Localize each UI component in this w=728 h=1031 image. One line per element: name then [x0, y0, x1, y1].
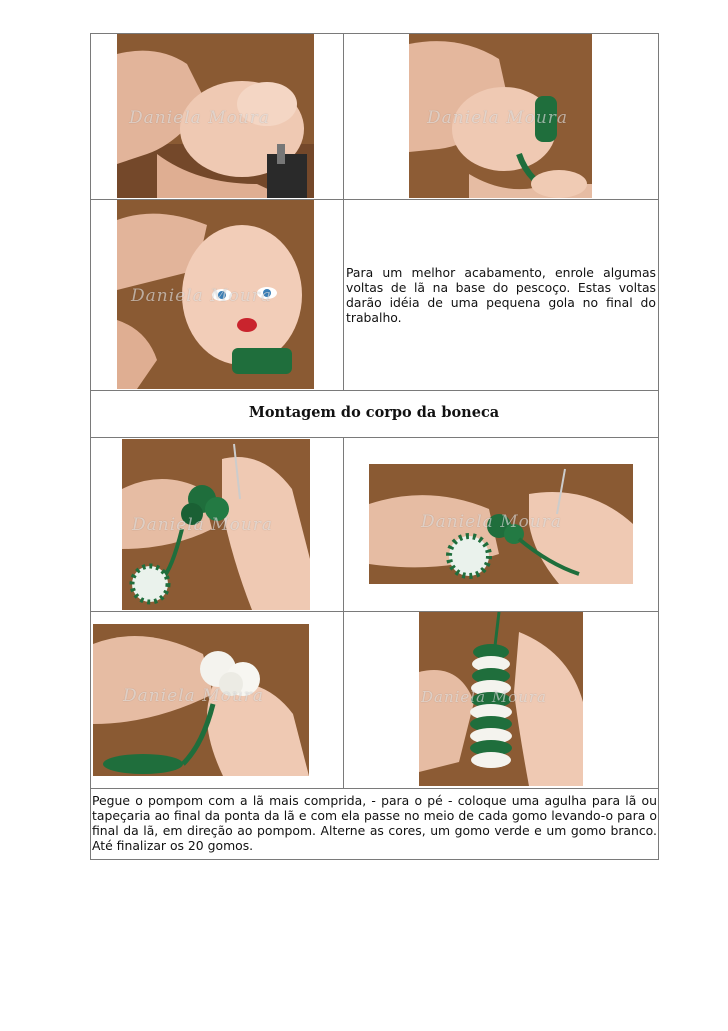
watermark-5: Daniela Moura: [421, 512, 563, 532]
watermark-7: Daniela Moura: [421, 688, 547, 706]
photo-striped-body: [419, 612, 583, 786]
photo-doll-face-collar: [117, 200, 314, 389]
watermark-3: Daniela Moura: [131, 286, 273, 306]
watermark-2: Daniela Moura: [427, 108, 569, 128]
neck-finish-instruction: Para um melhor acabamento, enrole algumas voltas de lã na base do pescoço. Estas voltas darão idéia de uma pequena gola no final do trabalho.: [346, 265, 656, 325]
watermark-6: Daniela Moura: [123, 686, 265, 706]
photo-threading-needle: [369, 464, 633, 584]
gomo-threading-instruction: Pegue o pompom com a lã mais comprida, - para o pé - coloque uma agulha para lã ou tapeçaria ao final da ponta da lã e com ela passe no meio de cada gomo levando-o para o final da lã, em direção ao pompom. Alterne as cores, um gomo verde e um gomo branco. Até finalizar os 20 gomos.: [92, 793, 657, 853]
photo-threading-green-gomos: [122, 439, 310, 610]
photo-yarn-on-neck: [409, 34, 592, 198]
photo-white-gomo: [93, 624, 309, 776]
watermark-1: Daniela Moura: [129, 108, 271, 128]
section-heading: Montagem do corpo da boneca: [248, 404, 500, 421]
photo-drilling-doll-neck: [117, 34, 314, 198]
watermark-4: Daniela Moura: [132, 515, 274, 535]
